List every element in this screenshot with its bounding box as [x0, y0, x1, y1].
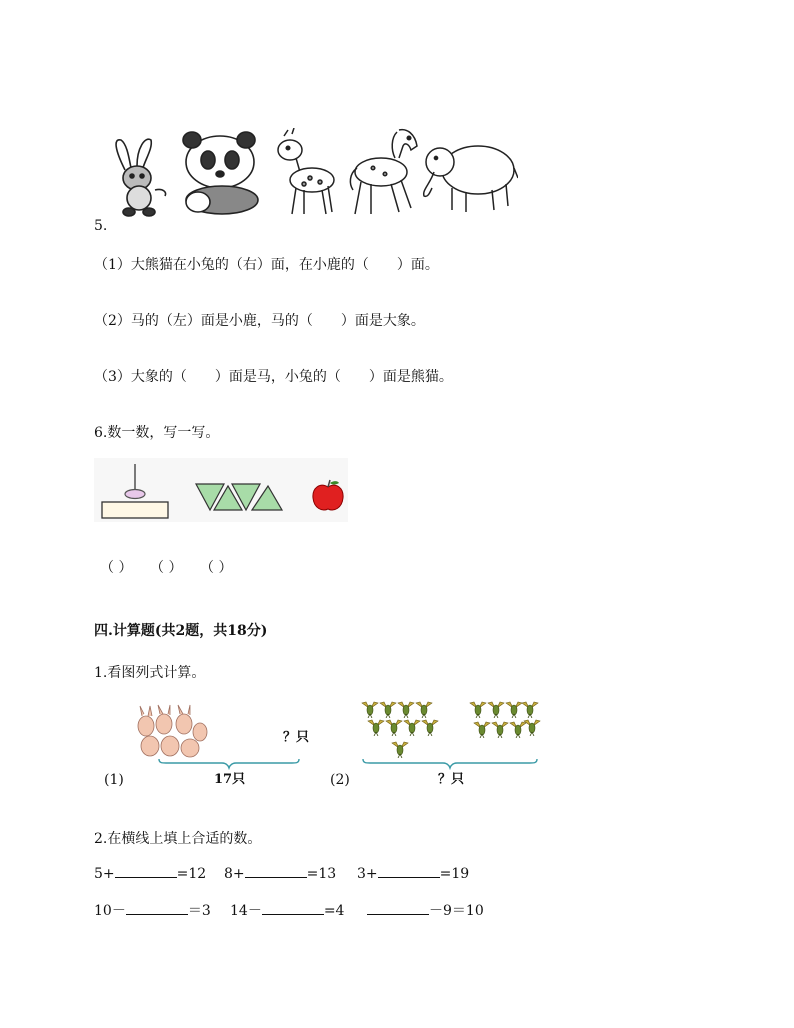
- calc1-part2-question: ？只: [438, 772, 465, 787]
- q6-figure: [94, 458, 348, 522]
- q5-line-3: （3）大象的（ ）面是马，小兔的（ ）面是熊猫。: [94, 369, 453, 385]
- calc1-title: 1.看图列式计算。: [94, 665, 206, 681]
- fill-blank-4-line[interactable]: [126, 901, 188, 915]
- cylinder-block-icon: [100, 462, 172, 520]
- bird-group-right: [468, 698, 540, 742]
- fill-blank-4-pre: 10－: [94, 903, 126, 919]
- bird-icon: [402, 718, 422, 736]
- panda-icon: [180, 128, 265, 216]
- calc1-part1-total: 17只: [214, 772, 246, 787]
- animals-illustration: [100, 118, 520, 218]
- fill-blank-5-pre: 14－: [230, 903, 262, 919]
- bird-icon: [414, 700, 434, 718]
- bird-icon: [522, 718, 542, 736]
- bird-icon: [420, 718, 440, 736]
- apple-icon: [310, 478, 346, 514]
- calc1-part1-label: (1): [104, 772, 124, 788]
- triangles-icon: [194, 482, 286, 514]
- rabbit-group-icon: [134, 704, 208, 758]
- q5-line-1: （1）大熊猫在小兔的（右）面，在小鹿的（ ）面。: [94, 257, 439, 273]
- fill-blank-4-post: ＝3: [187, 903, 211, 919]
- bird-icon: [472, 720, 492, 738]
- q6-answer-3[interactable]: （ ）: [200, 560, 233, 576]
- fill-blank-4: [94, 900, 211, 920]
- horse-icon: [345, 124, 425, 218]
- fill-blank-6-line[interactable]: [367, 901, 429, 915]
- fill-blank-1-line[interactable]: [115, 864, 177, 878]
- q5-number: 5.: [94, 218, 108, 234]
- bird-icon: [520, 700, 540, 718]
- fill-blank-1-post: =12: [176, 866, 207, 882]
- bird-icon: [396, 700, 416, 718]
- fill-blank-3: [357, 864, 469, 882]
- fill-blank-3-post: =19: [439, 866, 470, 882]
- bird-icon: [360, 700, 380, 718]
- q6-answer-2[interactable]: （ ）: [150, 560, 183, 576]
- fill-blank-1-pre: 5+: [94, 866, 115, 882]
- fill-blank-2-line[interactable]: [245, 864, 307, 878]
- calc2-title: 2.在横线上填上合适的数。: [94, 831, 262, 847]
- fill-blank-5-line[interactable]: [262, 901, 324, 915]
- q6-title: 6.数一数，写一写。: [94, 425, 220, 441]
- fill-blank-1: [94, 864, 206, 882]
- bird-icon: [366, 718, 386, 736]
- bird-group-left: [360, 698, 446, 762]
- fill-blank-6-post: －9＝10: [429, 903, 484, 919]
- rabbit-icon: [105, 130, 175, 218]
- bird-icon: [378, 700, 398, 718]
- q6-answer-1[interactable]: （ ）: [100, 560, 133, 576]
- fill-blank-5-post: =4: [323, 903, 345, 919]
- fill-blank-2-post: =13: [306, 866, 337, 882]
- bird-icon: [468, 700, 488, 718]
- q5-line-2: （2）马的（左）面是小鹿，马的（ ）面是大象。: [94, 313, 425, 329]
- elephant-icon: [418, 134, 518, 218]
- calc1-part1-question: ？只: [283, 730, 310, 745]
- bird-icon: [390, 740, 410, 758]
- fill-blank-3-line[interactable]: [378, 864, 440, 878]
- fill-blank-6: [367, 900, 484, 920]
- bird-icon: [490, 720, 510, 738]
- fill-blank-2: [224, 864, 336, 882]
- calc1-part2-label: (2): [330, 772, 350, 788]
- fill-blank-5: [230, 900, 344, 920]
- deer-icon: [270, 128, 340, 218]
- fill-blank-3-pre: 3+: [357, 866, 378, 882]
- bird-icon: [384, 718, 404, 736]
- bird-icon: [486, 700, 506, 718]
- fill-blank-2-pre: 8+: [224, 866, 245, 882]
- section-title: 四.计算题(共2题，共18分): [94, 623, 268, 639]
